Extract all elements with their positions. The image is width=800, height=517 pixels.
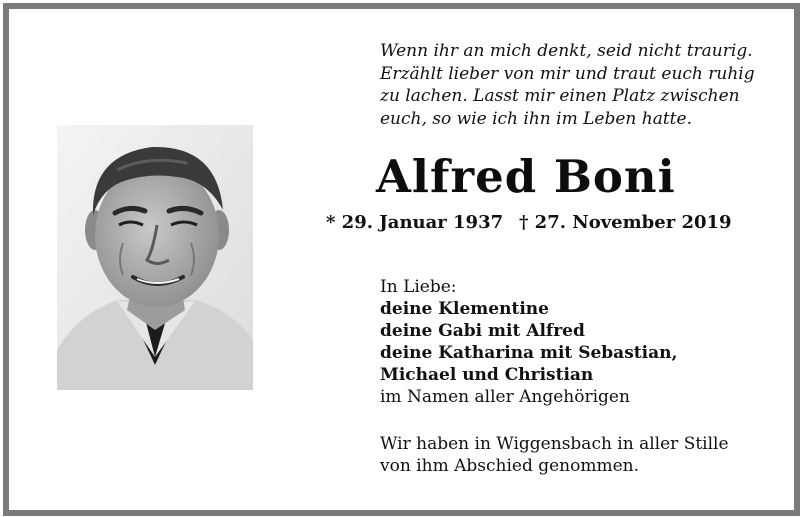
mourners-section bbox=[380, 276, 760, 408]
quote-line: euch, so wie ich ihn im Leben hatte. bbox=[380, 108, 692, 129]
relatives-line: im Namen aller Angehörigen bbox=[380, 387, 630, 407]
quote-line: zu lachen. Lasst mir einen Platz zwischen bbox=[380, 86, 740, 106]
deceased-name: Alfred Boni bbox=[376, 150, 676, 203]
closing-line: Wir haben in Wiggensbach in aller Stille bbox=[380, 434, 729, 454]
mourner-line: deine Gabi mit Alfred bbox=[380, 321, 585, 341]
memorial-quote bbox=[380, 40, 760, 130]
birth-date: * 29. Januar 1937 bbox=[326, 212, 504, 233]
mourners-intro: In Liebe: bbox=[380, 277, 457, 297]
mourner-line: deine Katharina mit Sebastian, bbox=[380, 343, 678, 363]
mourner-line: Michael und Christian bbox=[380, 365, 594, 385]
closing-line: von ihm Abschied genommen. bbox=[380, 456, 640, 476]
portrait-photo bbox=[57, 125, 253, 390]
portrait-illustration bbox=[57, 125, 253, 390]
quote-line: Wenn ihr an mich denkt, seid nicht traurig. bbox=[380, 41, 753, 61]
closing-note bbox=[380, 433, 760, 477]
mourner-line: deine Klementine bbox=[380, 299, 549, 319]
death-date: † 27. November 2019 bbox=[519, 212, 732, 233]
quote-line: Erzählt lieber von mir und traut euch ruhig bbox=[380, 63, 755, 84]
